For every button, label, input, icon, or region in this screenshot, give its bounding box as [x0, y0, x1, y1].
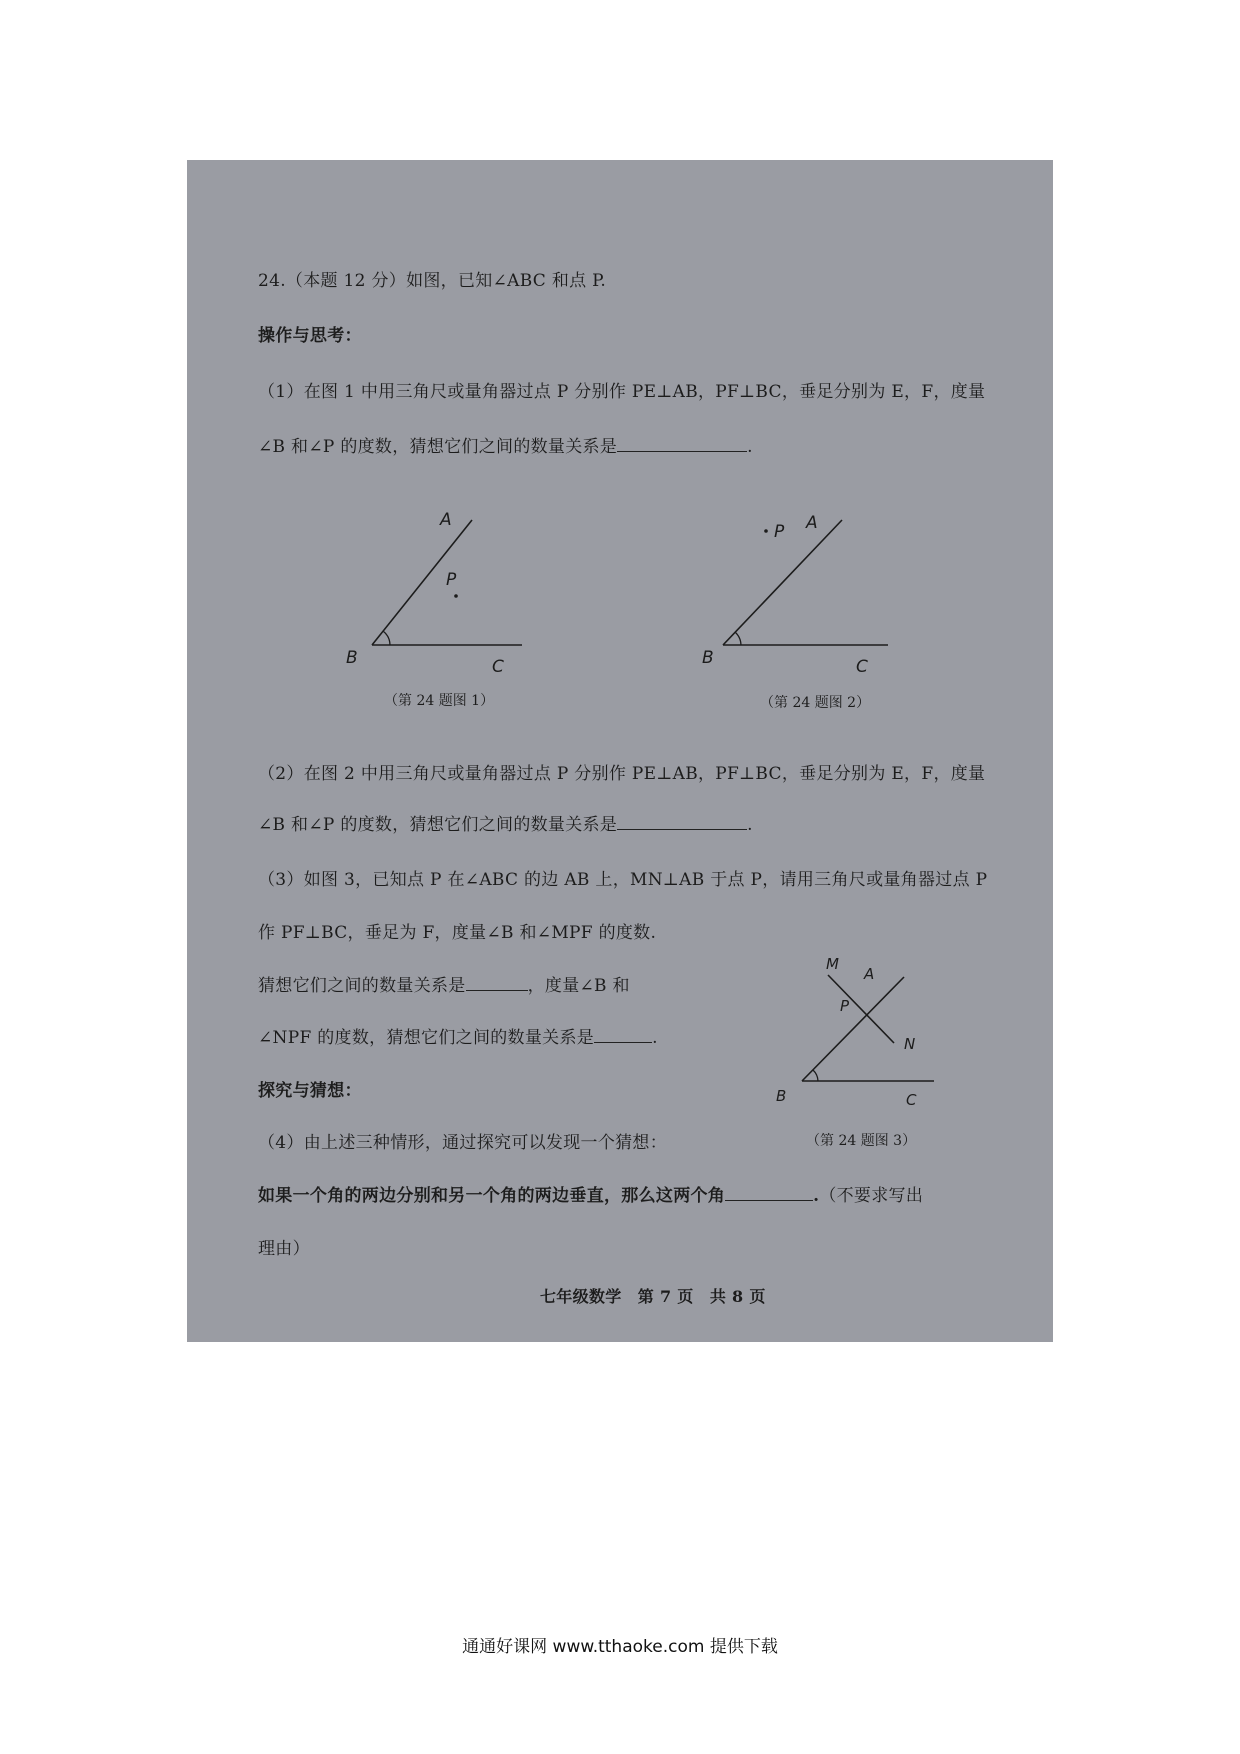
q4-line3: 理由） — [258, 1239, 310, 1259]
q4-line2b-text: （不要求写出 — [819, 1186, 924, 1206]
figure-2 — [690, 500, 910, 700]
fig2-label-p: P — [774, 522, 785, 542]
q3-line3a-text: 猜想它们之间的数量关系是 — [258, 976, 466, 996]
fig1-ray-ba — [372, 520, 472, 645]
fig2-label-c: C — [856, 657, 868, 677]
problem-header: 24.（本题 12 分）如图，已知∠ABC 和点 P. — [258, 271, 607, 291]
fig2-caption: （第 24 题图 2） — [760, 695, 871, 711]
fig3-label-b: B — [776, 1087, 787, 1105]
fig1-caption: （第 24 题图 1） — [384, 693, 495, 709]
fig1-label-c: C — [492, 657, 504, 677]
q3-answer-blank-1[interactable] — [466, 976, 528, 991]
q3-line3b-text: ，度量∠B 和 — [527, 976, 630, 996]
watermark-footer: 通通好课网 www.tthaoke.com 提供下载 — [462, 1637, 778, 1657]
q4-line2 — [258, 1181, 923, 1206]
fig2-point-p — [764, 529, 768, 533]
q4-line2a-text: 如果一个角的两边分别和另一个角的两边垂直，那么这两个角 — [258, 1186, 726, 1206]
fig3-label-m: M — [826, 955, 839, 973]
figure-3 — [770, 955, 950, 1125]
fig1-point-p — [454, 594, 458, 598]
fig3-label-a: A — [864, 965, 875, 983]
fig2-angle-arc — [735, 632, 741, 645]
q2-line2-text: ∠B 和∠P 的度数，猜想它们之间的数量关系是 — [258, 815, 618, 835]
q2-answer-blank[interactable] — [617, 815, 747, 830]
q3-line2: 作 PF⊥BC，垂足为 F，度量∠B 和∠MPF 的度数. — [258, 923, 657, 943]
fig3-label-n: N — [904, 1035, 916, 1053]
fig2-label-a: A — [806, 513, 818, 533]
q3-answer-blank-2[interactable] — [594, 1028, 652, 1043]
q1-period: . — [747, 437, 753, 457]
q2-line2 — [258, 810, 753, 835]
fig1-label-b: B — [346, 648, 358, 668]
q4-period: . — [813, 1186, 820, 1206]
page-number-footer: 七年级数学 第 7 页 共 8 页 — [540, 1287, 766, 1306]
q1-line2-text: ∠B 和∠P 的度数，猜想它们之间的数量关系是 — [258, 437, 618, 457]
q3-period: . — [652, 1028, 658, 1048]
fig1-label-a: A — [440, 510, 452, 530]
q1-answer-blank[interactable] — [617, 437, 747, 452]
fig1-angle-arc — [383, 631, 390, 645]
q4-answer-blank[interactable] — [725, 1186, 813, 1201]
q3-line4-text: ∠NPF 的度数，猜想它们之间的数量关系是 — [258, 1028, 595, 1048]
q2-line1: （2）在图 2 中用三角尺或量角器过点 P 分别作 PE⊥AB，PF⊥BC，垂足分别为 E，F，度量 — [258, 764, 986, 784]
fig3-ray-ba — [802, 977, 904, 1081]
section-explore-guess: 探究与猜想： — [258, 1081, 362, 1101]
q3-line3 — [258, 971, 630, 996]
fig3-angle-arc — [813, 1070, 818, 1081]
q3-line1: （3）如图 3，已知点 P 在∠ABC 的边 AB 上，MN⊥AB 于点 P，请用三角尺或量角器过点 P — [258, 870, 988, 890]
q1-line1: （1）在图 1 中用三角尺或量角器过点 P 分别作 PE⊥AB，PF⊥BC，垂足分别为 E，F，度量 — [258, 382, 986, 402]
fig3-line-mn — [828, 975, 894, 1043]
fig3-caption: （第 24 题图 3） — [806, 1133, 917, 1149]
fig3-label-c: C — [906, 1091, 917, 1109]
q1-line2 — [258, 432, 753, 457]
fig1-label-p: P — [446, 570, 457, 590]
q3-line4 — [258, 1023, 658, 1048]
figure-1 — [330, 500, 550, 700]
q2-period: . — [747, 815, 753, 835]
section-operate-think: 操作与思考： — [258, 326, 362, 346]
q4-line1: （4）由上述三种情形，通过探究可以发现一个猜想： — [258, 1133, 668, 1153]
fig3-label-p: P — [840, 997, 850, 1015]
fig2-label-b: B — [702, 648, 714, 668]
